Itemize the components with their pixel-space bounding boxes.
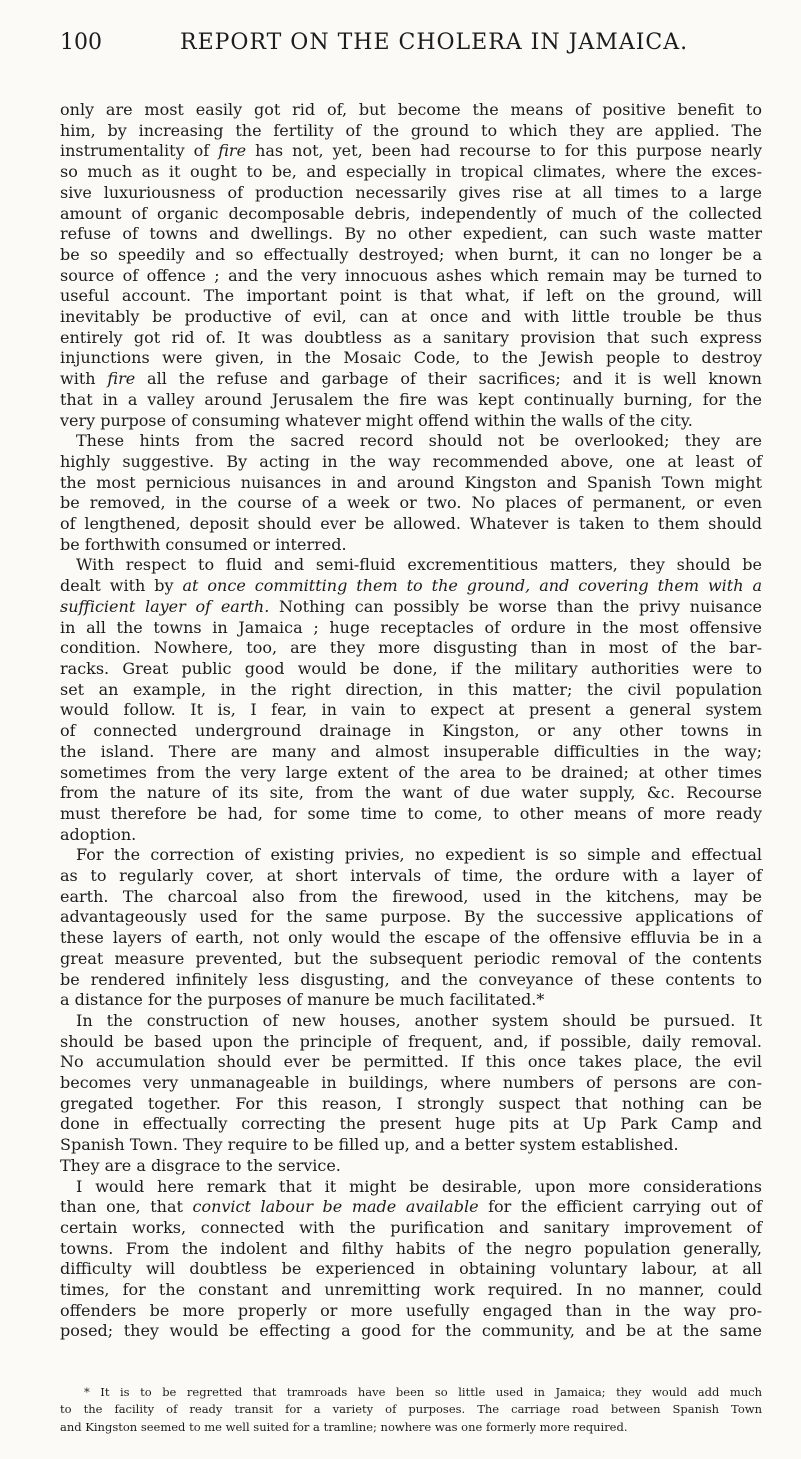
emphasis-fire: fire: [107, 369, 136, 389]
text-fragment: has not, yet, been had recourse to for this purpose nearly: [246, 141, 762, 161]
text-line: set an example, in the right direction, in this matter; the civil population: [60, 679, 762, 699]
text-line: They are a disgrace to the service.: [60, 1155, 341, 1175]
text-line: injunctions were given, in the Mosaic Code, to the Jewish people to destroy: [60, 348, 762, 368]
text-line: racks. Great public good would be done, if the military authorities were to: [60, 658, 762, 678]
text-line: adoption.: [60, 824, 137, 844]
text-line: only are most easily got rid of, but become the means of positive benefit to: [60, 100, 762, 119]
text-line: gregated together. For this reason, I strongly suspect that nothing can be: [60, 1093, 762, 1113]
text-line: of lengthened, deposit should ever be allowed. Whatever is taken to them should: [60, 514, 762, 534]
text-line: [60, 597, 762, 618]
text-fragment: instrumentality of: [60, 141, 219, 161]
text-line: be so speedily and so effectually destroyed; when burnt, it can no longer be a: [60, 244, 762, 264]
text-line: a distance for the purposes of manure be much facilitated.*: [60, 990, 545, 1010]
text-fragment: for the efficient carrying out of: [478, 1197, 763, 1217]
text-line: With respect to fluid and semi-fluid excrementitious matters, they should be: [76, 555, 762, 575]
text-line: advantageously used for the same purpose. By the successive applications of: [60, 907, 762, 927]
text-line: These hints from the sacred record should not be overlooked; they are: [76, 431, 762, 451]
text-line: In the construction of new houses, another system should be pursued. It: [76, 1010, 762, 1030]
footnote-line: * It is to be regretted that tramroads have been so little used in Jamaica; they would add much: [84, 1385, 762, 1399]
text-line: [60, 576, 762, 597]
text-line: refuse of towns and dwellings. By no other expedient, can such waste matter: [60, 224, 762, 244]
text-line: would follow. It is, I fear, in vain to expect at present a general system: [60, 700, 762, 720]
text-line: as to regularly cover, at short intervals of time, the ordure with a layer of: [60, 866, 762, 886]
text-line: from the nature of its site, from the want of due water supply, &c. Recourse: [60, 783, 762, 803]
text-line: these layers of earth, not only would the escape of the offensive effluvia be in a: [60, 928, 762, 948]
text-line: should be based upon the principle of frequent, and, if possible, daily removal.: [60, 1031, 762, 1051]
text-fragment: with: [60, 369, 108, 389]
body-text: [60, 100, 762, 1342]
text-line: offenders be more properly or more usefully engaged than in the way pro-: [60, 1300, 762, 1320]
text-line: very purpose of consuming whatever might offend within the walls of the city.: [60, 410, 693, 430]
text-line: sive luxuriousness of production necessarily gives rise at all times to a large: [60, 182, 762, 202]
footnote-line: and Kingston seemed to me well suited for a tramline; nowhere was one formerly more required.: [60, 1419, 628, 1434]
text-line: be rendered infinitely less disgusting, and the conveyance of these contents to: [60, 969, 762, 989]
text-line: be removed, in the course of a week or two. No places of permanent, or even: [60, 493, 762, 513]
emphasis-fire: fire: [218, 141, 247, 161]
text-line: of connected underground drainage in Kingston, or any other towns in: [60, 721, 762, 741]
text-line: highly suggestive. By acting in the way recommended above, one at least of: [60, 451, 762, 471]
text-line: [60, 141, 762, 162]
page-header: [60, 24, 760, 60]
text-line: [60, 1197, 762, 1218]
footnote: [60, 1384, 762, 1436]
footnote-line: to the facility of ready transit for a variety of purposes. The carriage road between Spanish Town: [60, 1402, 762, 1417]
text-fragment: than one, that: [60, 1197, 193, 1217]
text-line: so much as it ought to be, and especially in tropical climates, where the exces-: [60, 162, 762, 182]
text-line: towns. From the indolent and filthy habits of the negro population generally,: [60, 1238, 762, 1258]
text-fragment: all the refuse and garbage of their sacrifices; and it is well known: [135, 369, 762, 389]
text-line: great measure prevented, but the subsequent periodic removal of the contents: [60, 948, 762, 968]
text-fragment: dealt with by: [60, 576, 183, 596]
emphasis-phrase: at once committing them to the ground, and covering them with a: [182, 576, 762, 596]
text-line: be forthwith consumed or interred.: [60, 534, 347, 554]
text-line: done in effectually correcting the present huge pits at Up Park Camp and: [60, 1114, 762, 1134]
text-line: For the correction of existing privies, no expedient is so simple and effectual: [76, 845, 762, 865]
text-line: source of offence ; and the very innocuous ashes which remain may be turned to: [60, 265, 762, 285]
emphasis-phrase: sufficient layer of earth.: [60, 596, 270, 616]
text-fragment: Nothing can possibly be worse than the privy nuisance: [269, 596, 762, 616]
text-line: him, by increasing the fertility of the ground to which they are applied. The: [60, 120, 762, 140]
text-line: entirely got rid of. It was doubtless as a sanitary provision that such express: [60, 327, 762, 347]
text-line: in all the towns in Jamaica ; huge receptacles of ordure in the most offensive: [60, 617, 762, 637]
text-line: No accumulation should ever be permitted. If this once takes place, the evil: [60, 1052, 762, 1072]
running-title: REPORT ON THE CHOLERA IN JAMAICA.: [180, 30, 689, 55]
text-line: certain works, connected with the purification and sanitary improvement of: [60, 1217, 762, 1237]
text-line: must therefore be had, for some time to come, to other means of more ready: [60, 803, 762, 823]
text-line: sometimes from the very large extent of the area to be drained; at other times: [60, 762, 762, 782]
text-line: condition. Nowhere, too, are they more disgusting than in most of the bar-: [60, 638, 762, 658]
text-line: [60, 369, 762, 390]
text-line: times, for the constant and unremitting work required. In no manner, could: [60, 1280, 762, 1300]
text-line: becomes very unmanageable in buildings, where numbers of persons are con-: [60, 1073, 762, 1093]
text-line: I would here remark that it might be desirable, upon more considerations: [76, 1176, 762, 1196]
page-number: 100: [60, 30, 102, 55]
text-line: that in a valley around Jerusalem the fire was kept continually burning, for the: [60, 389, 762, 409]
emphasis-convict-labour: convict labour be made available: [192, 1197, 479, 1217]
text-line: the most pernicious nuisances in and around Kingston and Spanish Town might: [60, 472, 762, 492]
text-line: inevitably be productive of evil, can at once and with little trouble be thus: [60, 307, 762, 327]
text-line: amount of organic decomposable debris, independently of much of the collected: [60, 203, 762, 223]
text-line: the island. There are many and almost insuperable difficulties in the way;: [60, 741, 762, 761]
text-line: Spanish Town. They require to be filled up, and a better system established.: [60, 1135, 679, 1155]
text-line: posed; they would be effecting a good for the community, and be at the same: [60, 1321, 762, 1341]
text-line: difficulty will doubtless be experienced in obtaining voluntary labour, at all: [60, 1259, 762, 1279]
text-line: useful account. The important point is that what, if left on the ground, will: [60, 286, 762, 306]
text-line: earth. The charcoal also from the firewood, used in the kitchens, may be: [60, 886, 762, 906]
